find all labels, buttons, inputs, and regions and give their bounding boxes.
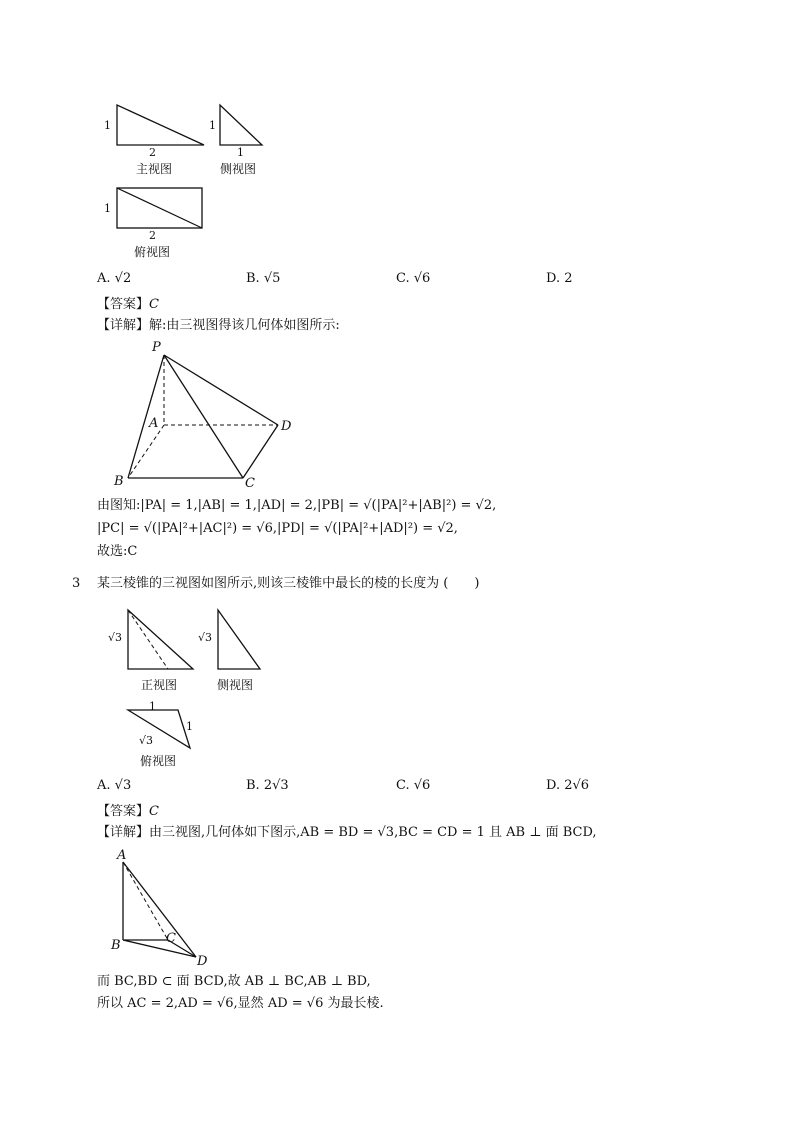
p3-label-d: D — [197, 954, 208, 969]
p3-top-edge-bottom: √3 — [139, 734, 154, 747]
p3-top-edge-top: 1 — [149, 700, 156, 713]
p2-top-height: 1 — [104, 202, 111, 215]
p3-option-d: D. 2√6 — [546, 778, 590, 793]
p3-answer: 【答案】C — [97, 804, 159, 819]
p2-side-width: 1 — [237, 146, 244, 159]
p3-front-height: √3 — [108, 631, 123, 644]
p3-question: 某三棱锥的三视图如图所示,则该三棱锥中最长的棱的长度为 ( ) — [97, 576, 480, 591]
p2-option-d: D. 2 — [546, 271, 573, 286]
p3-label-a: A — [117, 848, 127, 863]
p3-solution-line1: 而 BC,BD ⊂ 面 BCD,故 AB ⊥ BC,AB ⊥ BD, — [97, 974, 371, 989]
p2-option-c: C. √6 — [396, 271, 431, 286]
p3-top-edge-right: 1 — [186, 720, 193, 733]
p3-number: 3 — [72, 576, 81, 591]
p2-label-b: B — [114, 474, 124, 489]
p3-option-c: C. √6 — [396, 778, 431, 793]
p2-front-height: 1 — [104, 119, 111, 132]
p2-solution-line1: 由图知:|PA| = 1,|AB| = 1,|AD| = 2,|PB| = √(|PA|²+|AB|²) = √2, — [97, 498, 497, 513]
p2-detail: 【详解】解:由三视图得该几何体如图所示: — [97, 318, 340, 333]
p3-side-height: √3 — [198, 631, 213, 644]
p2-option-a: A. √2 — [97, 271, 132, 286]
p2-solution-line2: |PC| = √(|PA|²+|AC|²) = √6,|PD| = √(|PA|²+|AD|²) = √2, — [97, 521, 458, 536]
p3-solution-line2: 所以 AC = 2,AD = √6,显然 AD = √6 为最长棱. — [97, 996, 384, 1011]
p3-label-c: C — [166, 931, 176, 946]
p2-top-label: 俯视图 — [134, 245, 171, 259]
p2-label-d: D — [281, 419, 292, 434]
p3-label-b: B — [111, 938, 121, 953]
p3-front-label: 正视图 — [141, 678, 178, 692]
p2-label-p: P — [152, 340, 161, 355]
p2-side-height: 1 — [209, 119, 216, 132]
p2-answer: 【答案】C — [97, 297, 159, 312]
p3-top-label: 俯视图 — [140, 754, 177, 768]
p2-side-label: 侧视图 — [220, 162, 257, 176]
p2-label-c: C — [245, 476, 255, 491]
p3-detail: 【详解】由三视图,几何体如下图示,AB = BD = √3,BC = CD = 1 且 AB ⊥ 面 BCD, — [97, 825, 597, 840]
p2-option-b: B. √5 — [246, 271, 281, 286]
p2-top-width: 2 — [149, 229, 156, 242]
p2-conclusion: 故选:C — [97, 544, 138, 559]
p3-side-label: 侧视图 — [217, 678, 254, 692]
p3-option-b: B. 2√3 — [246, 778, 289, 793]
p2-front-width: 2 — [149, 146, 156, 159]
p2-front-label: 主视图 — [136, 162, 173, 176]
p2-label-a: A — [149, 416, 159, 431]
p3-option-a: A. √3 — [97, 778, 132, 793]
